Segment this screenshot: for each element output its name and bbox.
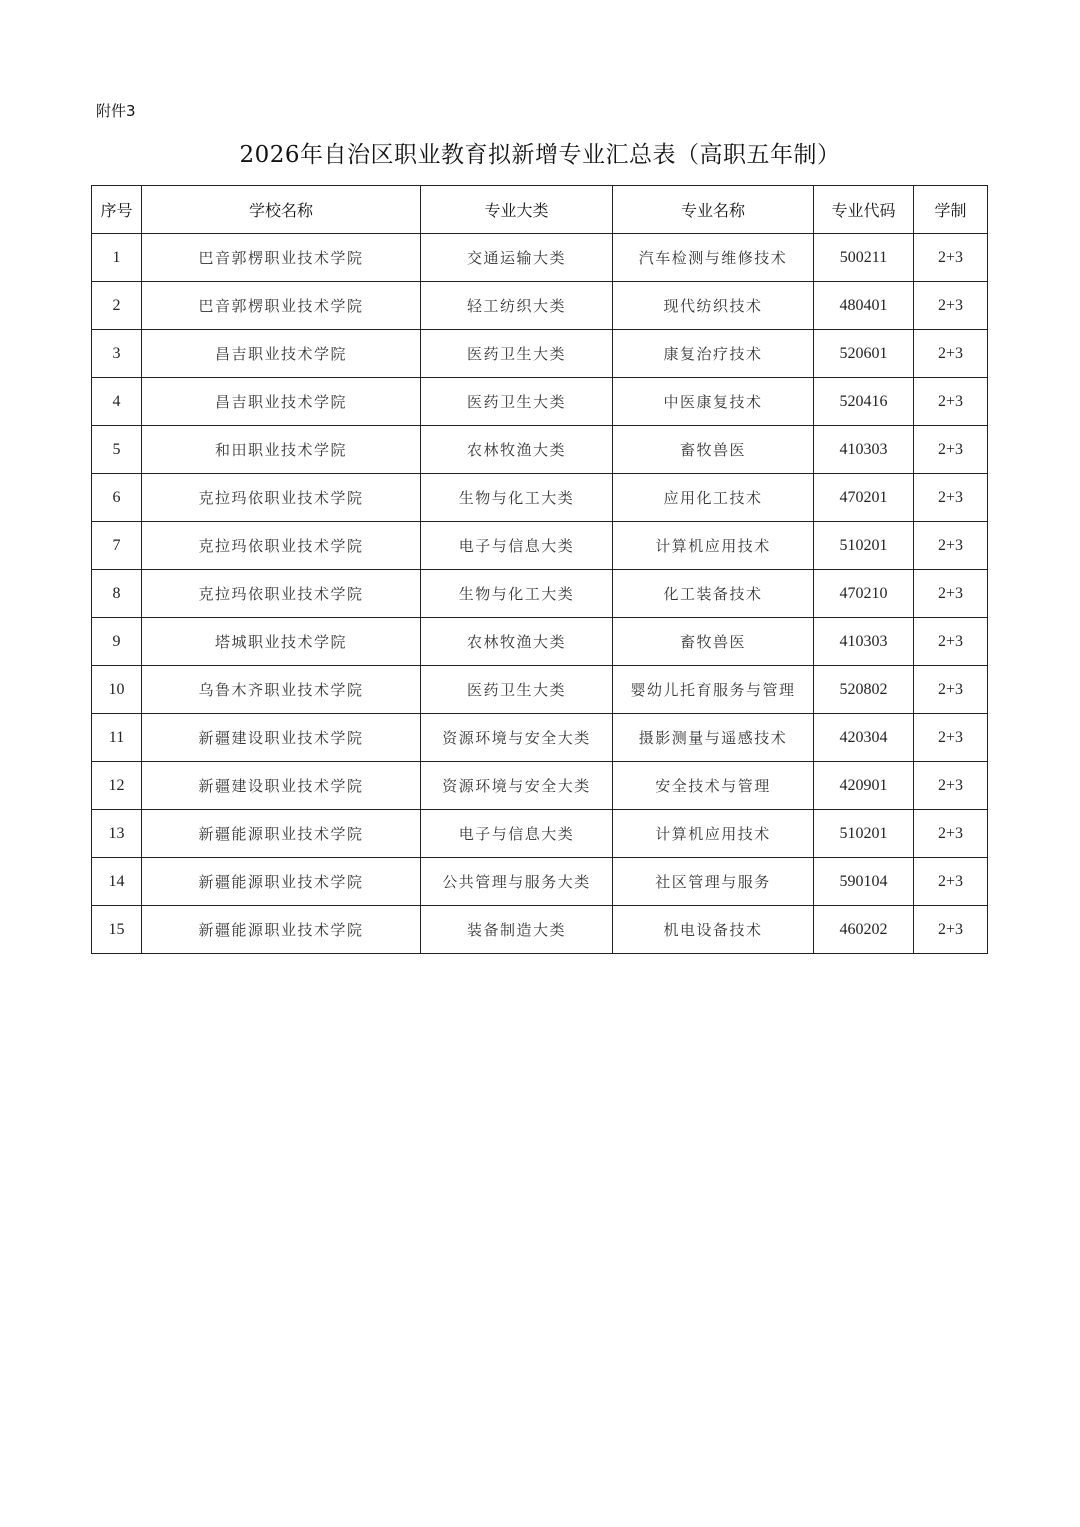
major-category-cell: 电子与信息大类 <box>421 522 613 570</box>
table-header-row <box>92 186 988 234</box>
table-body <box>92 234 988 954</box>
major-name-cell: 化工装备技术 <box>613 570 814 618</box>
major-code-cell: 420304 <box>814 714 914 762</box>
study-system-cell: 2+3 <box>914 378 988 426</box>
major-name-cell: 畜牧兽医 <box>613 426 814 474</box>
study-system-cell: 2+3 <box>914 234 988 282</box>
header-school-name: 学校名称 <box>142 186 421 234</box>
table-row <box>92 666 988 714</box>
document-title: 2026年自治区职业教育拟新增专业汇总表（高职五年制） <box>239 142 841 168</box>
school-name-cell: 克拉玛依职业技术学院 <box>142 474 421 522</box>
serial-no-cell: 8 <box>92 570 142 618</box>
serial-no-cell: 6 <box>92 474 142 522</box>
major-category-cell: 轻工纺织大类 <box>421 282 613 330</box>
serial-no-cell: 4 <box>92 378 142 426</box>
major-code-cell: 590104 <box>814 858 914 906</box>
table-row <box>92 378 988 426</box>
school-name-cell: 新疆能源职业技术学院 <box>142 858 421 906</box>
header-major-category: 专业大类 <box>421 186 613 234</box>
study-system-cell: 2+3 <box>914 570 988 618</box>
major-code-cell: 510201 <box>814 810 914 858</box>
table-row <box>92 570 988 618</box>
school-name-cell: 新疆能源职业技术学院 <box>142 810 421 858</box>
serial-no-cell: 5 <box>92 426 142 474</box>
major-category-cell: 资源环境与安全大类 <box>421 762 613 810</box>
major-name-cell: 安全技术与管理 <box>613 762 814 810</box>
study-system-cell: 2+3 <box>914 618 988 666</box>
study-system-cell: 2+3 <box>914 762 988 810</box>
table-row <box>92 762 988 810</box>
serial-no-cell: 7 <box>92 522 142 570</box>
study-system-cell: 2+3 <box>914 522 988 570</box>
school-name-cell: 克拉玛依职业技术学院 <box>142 522 421 570</box>
table-row <box>92 474 988 522</box>
major-category-cell: 生物与化工大类 <box>421 474 613 522</box>
school-name-cell: 新疆建设职业技术学院 <box>142 762 421 810</box>
major-category-cell: 农林牧渔大类 <box>421 618 613 666</box>
serial-no-cell: 3 <box>92 330 142 378</box>
serial-no-cell: 12 <box>92 762 142 810</box>
table-row <box>92 426 988 474</box>
school-name-cell: 新疆能源职业技术学院 <box>142 906 421 954</box>
major-name-cell: 婴幼儿托育服务与管理 <box>613 666 814 714</box>
major-category-cell: 交通运输大类 <box>421 234 613 282</box>
major-code-cell: 520802 <box>814 666 914 714</box>
school-name-cell: 昌吉职业技术学院 <box>142 378 421 426</box>
major-code-cell: 520601 <box>814 330 914 378</box>
major-category-cell: 装备制造大类 <box>421 906 613 954</box>
school-name-cell: 巴音郭楞职业技术学院 <box>142 234 421 282</box>
serial-no-cell: 2 <box>92 282 142 330</box>
major-code-cell: 410303 <box>814 618 914 666</box>
major-name-cell: 中医康复技术 <box>613 378 814 426</box>
serial-no-cell: 9 <box>92 618 142 666</box>
header-study-system: 学制 <box>914 186 988 234</box>
major-code-cell: 500211 <box>814 234 914 282</box>
serial-no-cell: 10 <box>92 666 142 714</box>
major-category-cell: 医药卫生大类 <box>421 666 613 714</box>
study-system-cell: 2+3 <box>914 810 988 858</box>
major-category-cell: 医药卫生大类 <box>421 378 613 426</box>
school-name-cell: 塔城职业技术学院 <box>142 618 421 666</box>
major-name-cell: 计算机应用技术 <box>613 522 814 570</box>
header-major-name: 专业名称 <box>613 186 814 234</box>
major-name-cell: 社区管理与服务 <box>613 858 814 906</box>
serial-no-cell: 11 <box>92 714 142 762</box>
table-row <box>92 810 988 858</box>
serial-no-cell: 15 <box>92 906 142 954</box>
school-name-cell: 昌吉职业技术学院 <box>142 330 421 378</box>
major-code-cell: 420901 <box>814 762 914 810</box>
major-code-cell: 410303 <box>814 426 914 474</box>
table-row <box>92 234 988 282</box>
major-category-cell: 公共管理与服务大类 <box>421 858 613 906</box>
table-row <box>92 618 988 666</box>
major-name-cell: 康复治疗技术 <box>613 330 814 378</box>
major-name-cell: 畜牧兽医 <box>613 618 814 666</box>
major-category-cell: 农林牧渔大类 <box>421 426 613 474</box>
study-system-cell: 2+3 <box>914 426 988 474</box>
header-major-code: 专业代码 <box>814 186 914 234</box>
major-category-cell: 医药卫生大类 <box>421 330 613 378</box>
table-row <box>92 330 988 378</box>
study-system-cell: 2+3 <box>914 666 988 714</box>
major-code-cell: 470201 <box>814 474 914 522</box>
table-row <box>92 858 988 906</box>
study-system-cell: 2+3 <box>914 714 988 762</box>
major-code-cell: 520416 <box>814 378 914 426</box>
majors-summary-table <box>91 185 988 954</box>
major-code-cell: 470210 <box>814 570 914 618</box>
major-name-cell: 计算机应用技术 <box>613 810 814 858</box>
major-name-cell: 摄影测量与遥感技术 <box>613 714 814 762</box>
school-name-cell: 克拉玛依职业技术学院 <box>142 570 421 618</box>
study-system-cell: 2+3 <box>914 330 988 378</box>
major-code-cell: 460202 <box>814 906 914 954</box>
table-row <box>92 522 988 570</box>
table-row <box>92 906 988 954</box>
school-name-cell: 乌鲁木齐职业技术学院 <box>142 666 421 714</box>
study-system-cell: 2+3 <box>914 906 988 954</box>
major-code-cell: 480401 <box>814 282 914 330</box>
major-name-cell: 应用化工技术 <box>613 474 814 522</box>
major-category-cell: 生物与化工大类 <box>421 570 613 618</box>
table-row <box>92 714 988 762</box>
school-name-cell: 和田职业技术学院 <box>142 426 421 474</box>
major-name-cell: 汽车检测与维修技术 <box>613 234 814 282</box>
school-name-cell: 新疆建设职业技术学院 <box>142 714 421 762</box>
school-name-cell: 巴音郭楞职业技术学院 <box>142 282 421 330</box>
major-category-cell: 资源环境与安全大类 <box>421 714 613 762</box>
study-system-cell: 2+3 <box>914 282 988 330</box>
study-system-cell: 2+3 <box>914 858 988 906</box>
serial-no-cell: 1 <box>92 234 142 282</box>
major-name-cell: 现代纺织技术 <box>613 282 814 330</box>
attachment-label: 附件3 <box>96 102 136 120</box>
study-system-cell: 2+3 <box>914 474 988 522</box>
header-serial-no: 序号 <box>92 186 142 234</box>
table-row <box>92 282 988 330</box>
serial-no-cell: 13 <box>92 810 142 858</box>
major-name-cell: 机电设备技术 <box>613 906 814 954</box>
major-category-cell: 电子与信息大类 <box>421 810 613 858</box>
major-code-cell: 510201 <box>814 522 914 570</box>
serial-no-cell: 14 <box>92 858 142 906</box>
